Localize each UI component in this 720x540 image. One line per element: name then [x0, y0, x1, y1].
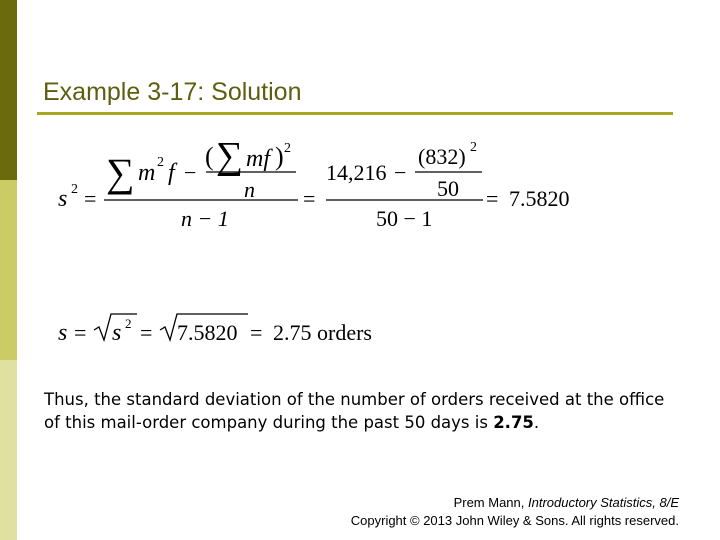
sd-value-bold: 2.75: [493, 413, 534, 432]
mf-term: mf: [246, 146, 270, 172]
open-paren: (: [205, 142, 214, 171]
sd-lhs: s: [58, 320, 68, 346]
slide-title: Example 3-17: Solution: [43, 78, 302, 106]
equals-sign: =: [303, 186, 316, 211]
inner-exponent: 2: [284, 141, 291, 156]
sub-denominator: 50 − 1: [376, 206, 433, 231]
sd-result: 2.75 orders: [273, 320, 372, 345]
variance-lhs: s: [58, 186, 68, 212]
sd-formula: [58, 314, 372, 346]
inner-sigma-symbol: ∑: [216, 135, 244, 177]
m-variable: m: [138, 160, 156, 186]
equals-sign: =: [486, 186, 499, 211]
footer-citation: [351, 494, 679, 512]
variance-formula: [58, 135, 570, 231]
conclusion-period: .: [533, 413, 540, 432]
n-variable: n: [244, 177, 255, 202]
minus-sign: −: [184, 160, 197, 185]
conclusion-paragraph: [44, 388, 684, 434]
minus-sign: −: [394, 160, 407, 185]
equals-sign: =: [140, 320, 153, 345]
squared-exponent: 2: [470, 140, 477, 155]
footer-copyright: Copyright © 2013 John Wiley & Sons. All rights reserved.: [350, 513, 679, 528]
variance-lhs-exponent: 2: [71, 182, 78, 197]
conclusion-text: Thus, the standard deviation of the number of orders received at the office of this mail-order company during the past 50 days is: [44, 390, 665, 432]
radicand-exponent: 2: [125, 316, 132, 331]
footer-author: Prem Mann,: [453, 495, 528, 510]
f-variable: f: [168, 160, 175, 186]
equals-sign: =: [84, 186, 97, 211]
equals-sign: =: [250, 320, 263, 345]
n-minus-one: n − 1: [181, 206, 229, 231]
equals-sign: =: [74, 320, 87, 345]
variance-result: 7.5820: [509, 186, 570, 211]
radicand-variable: s: [112, 320, 122, 346]
footer-book: Introductory Statistics, 8/E: [527, 495, 679, 510]
sum-value: 14,216: [326, 160, 387, 185]
sample-size: 50: [437, 176, 459, 201]
m-exponent: 2: [157, 155, 164, 170]
radicand-value: 7.5820: [177, 320, 238, 345]
squared-value: (832): [418, 144, 466, 169]
footer: [351, 494, 679, 530]
sigma-symbol: ∑: [106, 150, 135, 195]
close-paren: ): [275, 142, 284, 171]
